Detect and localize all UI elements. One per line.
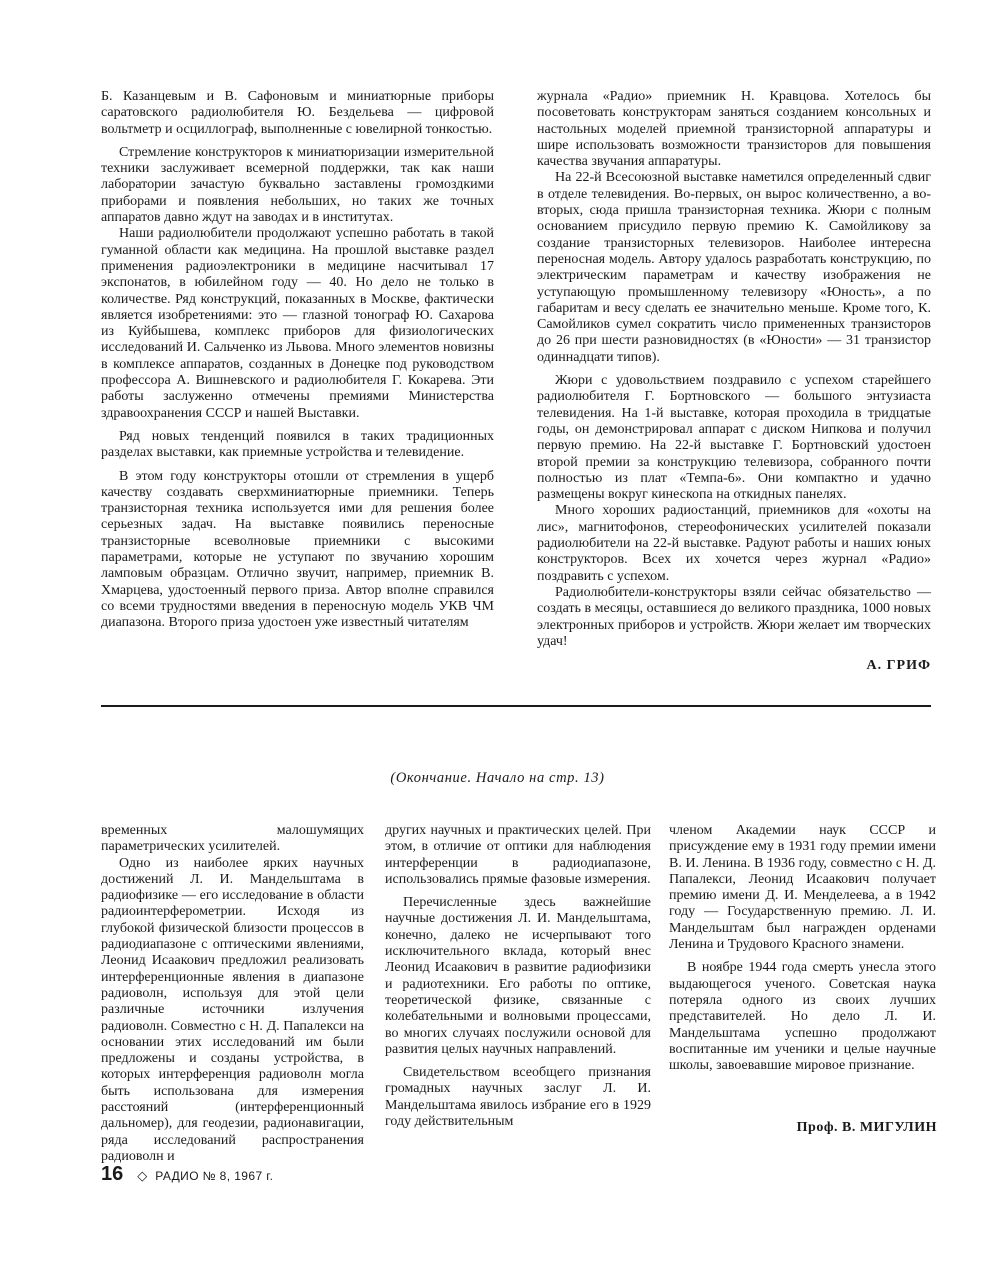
section-divider [101, 705, 931, 707]
paragraph: В этом году конструкторы отошли от стремления в ущерб качеству создавать сверхминиатюрные приемники. Теперь транзисторная техника используется ими для решения более серьезных задач. На выставке появились переносные транзисторные всеволновые приемники с высокими параметрами, которые не уступают по звучанию хорошим ламповым образцам. Отлично звучит, например, приемник В. Хмарцева, удостоенный первого приза. Автор вполне справился со всеми трудностями введения в переносную модель УКВ ЧМ диапазона. Второго приза удостоен уже известный читателям [101, 468, 494, 631]
paragraph: Б. Казанцевым и В. Сафоновым и миниатюрные приборы саратовского радиолюбителя Ю. Бездельева — цифровой вольтметр и осциллограф, выполненные с ювелирной тонкостью. [101, 89, 494, 137]
article-top-left-column [101, 89, 494, 632]
article-bottom-column-1 [101, 823, 364, 1165]
paragraph: На 22-й Всесоюзной выставке наметился определенный сдвиг в отделе телевидения. Во-первых, он вырос количественно, а во-вторых, сюда пришла транзисторная техника. Жюри с полным основанием присудило первую премию К. Самойликову за создание транзисторных телевизоров. Наиболее интересна переносная модель. Автору удалось разработать конструкцию, по электрическим параметрам и качеству изображения не уступающую промышленному телевизору «Юность», а по габаритам и весу сделать ее значительно меньше. Кроме того, К. Самойликов сумел сократить число примененных транзисторов до 26 при шести разновидностях (в «Юности» — 31 транзистор одиннадцати типов). [537, 170, 931, 365]
paragraph: Перечисленные здесь важнейшие научные достижения Л. И. Мандельштама, конечно, далеко не исчерпывают того исключительного вклада, который внес Леонид Исаакович в развитие радиофизики и радиотехники. Его работы по оптике, теоретической физике, связанные с колебательными и волновыми процессами, во многих случаях послужили основой для развития целых научных направлений. [385, 895, 651, 1057]
paragraph: Стремление конструкторов к миниатюризации измерительной техники заслуживает всемерной поддержки, так как наши лаборатории зачастую буквально заставлены громоздкими приборами и появления небольших, но таких же точных аппаратов давно ждут на заводах и в институтах. [101, 144, 494, 226]
issue-label: РАДИО № 8, 1967 г. [155, 1169, 274, 1183]
author-signature-top: А. ГРИФ [866, 658, 931, 673]
paragraph: Жюри с удовольствием поздравило с успехом старейшего радиолюбителя Г. Бортновского — большого энтузиаста телевидения. На 1-й выставке, которая проходила в тридцатые годы, он демонстрировал аппарат с диском Нипкова и получил первую премию. На 22-й выставке Г. Бортновский удостоен второй премии за конструкцию телевизора, собранного почти полностью из плат «Темпа-6». Они компактно и удачно размещены вокруг кинескопа на откидных панелях. [537, 373, 931, 503]
page-footer [101, 1163, 273, 1186]
paragraph: В ноябре 1944 года смерть унесла этого выдающегося ученого. Советская наука потеряла одного из своих лучших представителей. Но дело Л. И. Мандельштама успешно продолжают воспитанные им ученики и целые научные школы, завоевавшие мировое признание. [669, 960, 936, 1074]
paragraph: Радиолюбители-конструкторы взяли сейчас обязательство — создать в месяцы, оставшиеся до великого праздника, 1000 новых электронных приборов и устройств. Жюри желает им творческих удач! [537, 584, 931, 649]
article-bottom-column-3 [669, 823, 936, 1074]
paragraph: журнала «Радио» приемник Н. Кравцова. Хотелось бы посоветовать конструкторам заняться созданием консольных и настольных моделей приемной транзисторной аппаратуры и шире использовать возможности транзисторов для повышения качества звучания аппаратуры. [537, 89, 931, 170]
article-top-right-column [537, 89, 931, 650]
diamond-icon: ◇ [137, 1168, 148, 1183]
author-signature-bottom: Проф. В. МИГУЛИН [796, 1120, 937, 1135]
paragraph: членом Академии наук СССР и присуждение ему в 1931 году премии имени В. И. Ленина. В 1936 году, совместно с Н. Д. Папалекси, Леонид Исаакович получает премию имени Д. И. Менделеева, а в 1942 году — Государственную премию. Л. И. Мандельштам был награжден орденами Ленина и Трудового Красного знамени. [669, 823, 936, 953]
paragraph: Много хороших радиостанций, приемников для «охоты на лис», магнитофонов, стереофонических усилителей показали радиолюбители на 22-й выставке. Радуют работы и наших юных конструкторов. Всех их хочется через журнал «Радио» поздравить с успехом. [537, 503, 931, 584]
paragraph: других научных и практических целей. При этом, в отличие от оптики для наблюдения интерференции в радиодиапазоне, использовались прямые фазовые измерения. [385, 823, 651, 887]
paragraph: Одно из наиболее ярких научных достижений Л. И. Мандельштама в радиофизике — его исследование в области радиоинтерферометрии. Исходя из глубокой физической близости процессов в радиодиапазоне с оптическими явлениями, Леонид Исаакович предложил реализовать интерференционные явления в диапазоне радиоволн, используя для этой цели различные источники излучения радиоволн. Совместно с Н. Д. Папалекси на основании этих исследований им были предложены и созданы устройства, в которых интерференция радиоволн могла быть использована для измерения расстояний (интерференционный дальномер), для геодезии, радионавигации, ряда исследований распространения радиоволн и [101, 855, 364, 1164]
page-number: 16 [101, 1163, 124, 1185]
paragraph: Свидетельством всеобщего признания громадных научных заслуг Л. И. Мандельштама явилось избрание его в 1929 году действительным [385, 1065, 651, 1130]
paragraph: временных малошумящих параметрических усилителей. [101, 823, 364, 855]
article-bottom-column-2 [385, 823, 651, 1130]
paragraph: Ряд новых тенденций появился в таких традиционных разделах выставки, как приемные устройства и телевидение. [101, 428, 494, 461]
continued-note: (Окончание. Начало на стр. 13) [390, 770, 605, 786]
paragraph: Наши радиолюбители продолжают успешно работать в такой гуманной области как медицина. На прошлой выставке раздел применения радиоэлектроники в медицине насчитывал 17 экспонатов, в юбилейном году — 40. Но дело не только в количестве. Ряд конструкций, показанных в Москве, фактически является изобретениями: это — глазной тонограф Ю. Сахарова из Куйбышева, комплекс приборов для физиологических исследований И. Сальченко из Львова. Много элементов новизны в комплексе аппаратов, созданных в Донецке под руководством профессора А. Вишневского и радиолюбителя Г. Кокарева. Эти работы заслуженно отмечены премиями Министерства здравоохранения СССР и нашей Выставки. [101, 226, 494, 421]
